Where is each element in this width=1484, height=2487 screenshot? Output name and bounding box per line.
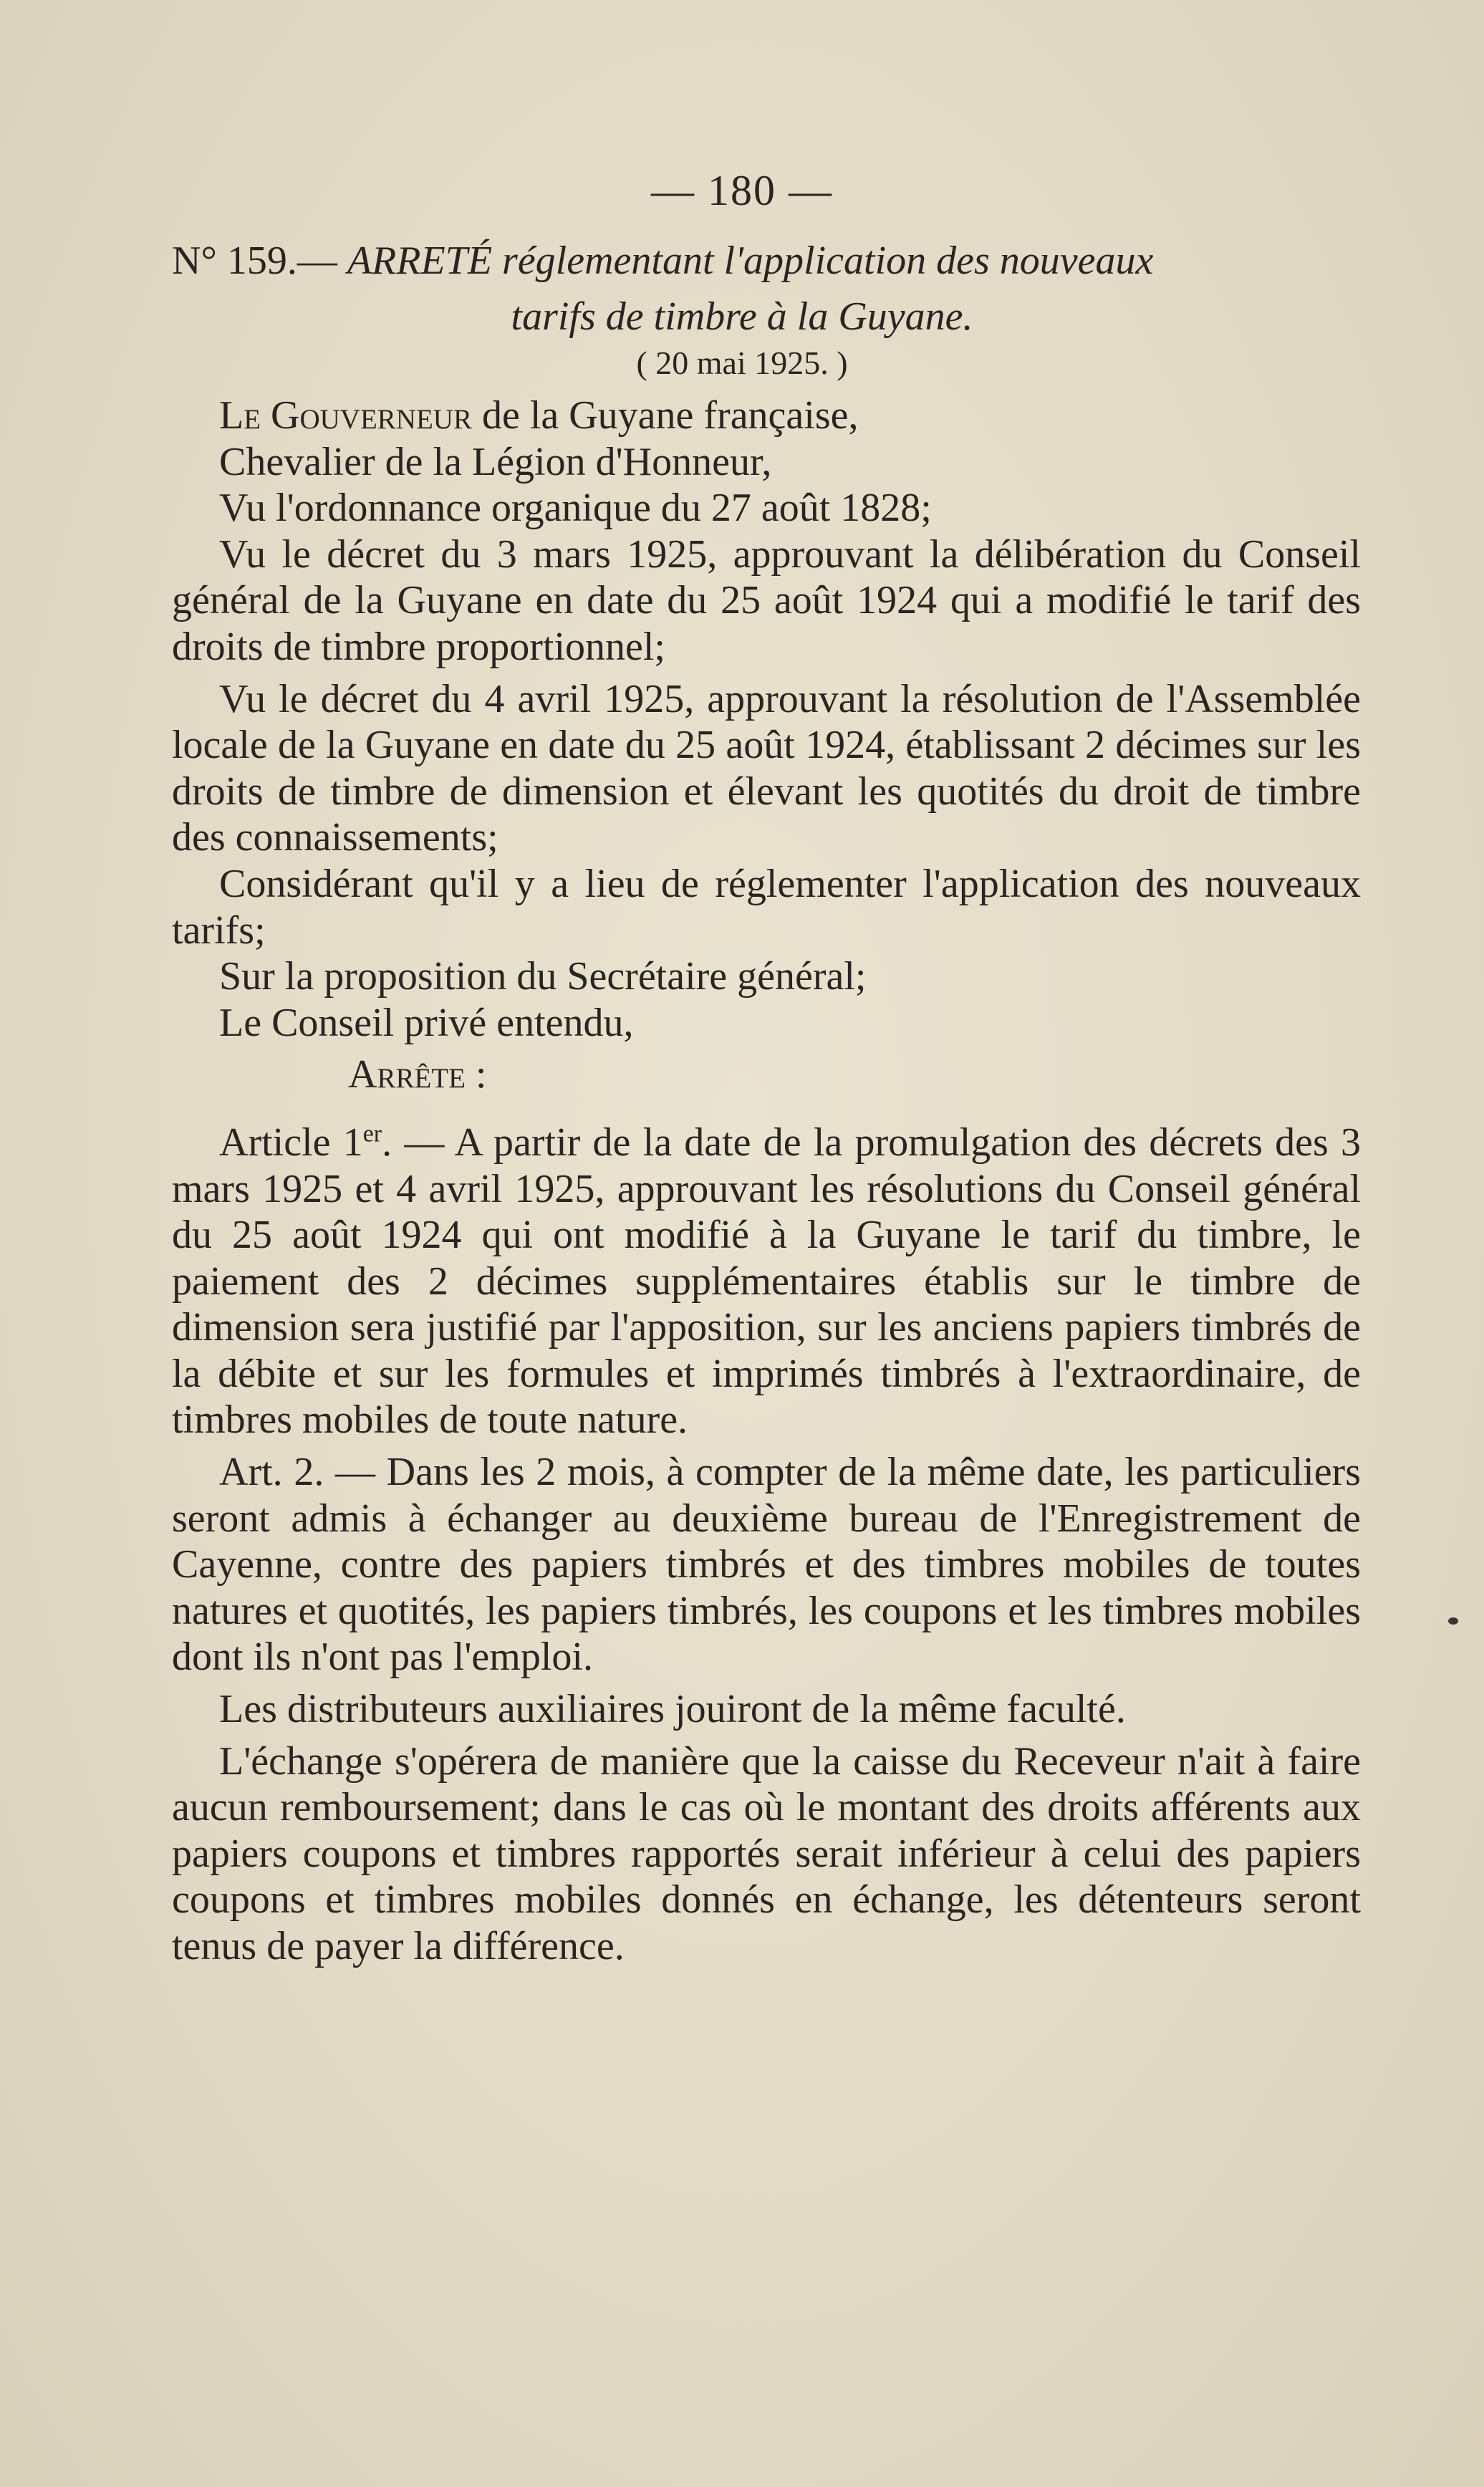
preamble-line-conseil: Le Conseil privé entendu, — [219, 1000, 634, 1045]
article-1 — [172, 1120, 1361, 1443]
article-1-text: . — A partir de la date de la promulgation des décrets des 3 mars 1925 et 4 avril 1925, approuvant les résolutions du Conseil général du 25 août 1924 qui ont modifié à la Guyane le tarif du timbre, le paiement des 2 décimes supplémentaires établis sur le timbre de dimension sera justifié par l'apposition, sur les anciens papiers timbrés de la débite et sur les formules et imprimés timbrés à l'extraordinaire, de timbres mobiles de toute nature. — [172, 1120, 1361, 1443]
governor-smallcaps: Le Gouverneur — [219, 393, 472, 438]
page-number: — 180 — — [651, 167, 833, 214]
article-2-paragraph-3: L'échange s'opérera de manière que la caisse du Receveur n'ait à faire aucun remboursement; dans le cas où le montant des droits afférents aux papiers coupons et timbres rapportés serait inférieur à celui des papiers coupons et timbres mobiles donnés en échange, les détenteurs seront tenus de payer la différence. — [172, 1738, 1361, 1968]
preamble-line-ordonnance: Vu l'ordonnance organique du 27 août 1828; — [219, 486, 932, 531]
arrete-title-line1: ARRETÉ réglementant l'application des nouveaux — [347, 239, 1154, 283]
arrete-date: ( 20 mai 1925. ) — [636, 345, 848, 381]
arrete-title-line2: tarifs de timbre à la Guyane. — [511, 294, 973, 339]
preamble-line-chevalier: Chevalier de la Légion d'Honneur, — [219, 439, 772, 484]
article-2: Art. 2. — Dans les 2 mois, à compter de la même date, les particuliers seront admis à échanger au deuxième bureau de l'Enregistrement de Cayenne, contre des papiers timbrés et des timbres mobiles de toutes natures et quotités, les papiers timbrés, les coupons et les timbres mobiles dont ils n'ont pas l'emploi. — [172, 1450, 1361, 1680]
arrete-number: N° 159.— — [172, 239, 337, 283]
article-1-label: Article 1 — [219, 1120, 363, 1165]
arrete-label: Arrête : — [348, 1052, 487, 1097]
arrete-heading — [172, 238, 1361, 284]
article-1-sup: er — [362, 1120, 382, 1148]
preamble-line-governor: Le Gouverneur de la Guyane française, — [219, 393, 859, 438]
preamble-line-decret-avril: Vu le décret du 4 avril 1925, approuvant la résolution de l'Assemblée locale de la Guyane en date du 25 août 1924, établissant 2 décimes sur les droits de timbre de dimension et élevant les quotités du droit de timbre des connaissements; — [172, 676, 1361, 860]
preamble-line-considerant: Considérant qu'il y a lieu de réglementer l'application des nouveaux tarifs; — [172, 861, 1361, 953]
document-body — [172, 393, 1361, 1970]
ink-speck — [1448, 1617, 1458, 1625]
preamble-line-decret-mars: Vu le décret du 3 mars 1925, approuvant la délibération du Conseil général de la Guyane en date du 25 août 1924 qui a modifié le tarif des droits de timbre proportionnel; — [172, 531, 1361, 669]
article-2-paragraph-2: Les distributeurs auxiliaires jouiront de la même faculté. — [219, 1687, 1126, 1732]
preamble-line-proposition: Sur la proposition du Secrétaire général; — [219, 954, 867, 999]
